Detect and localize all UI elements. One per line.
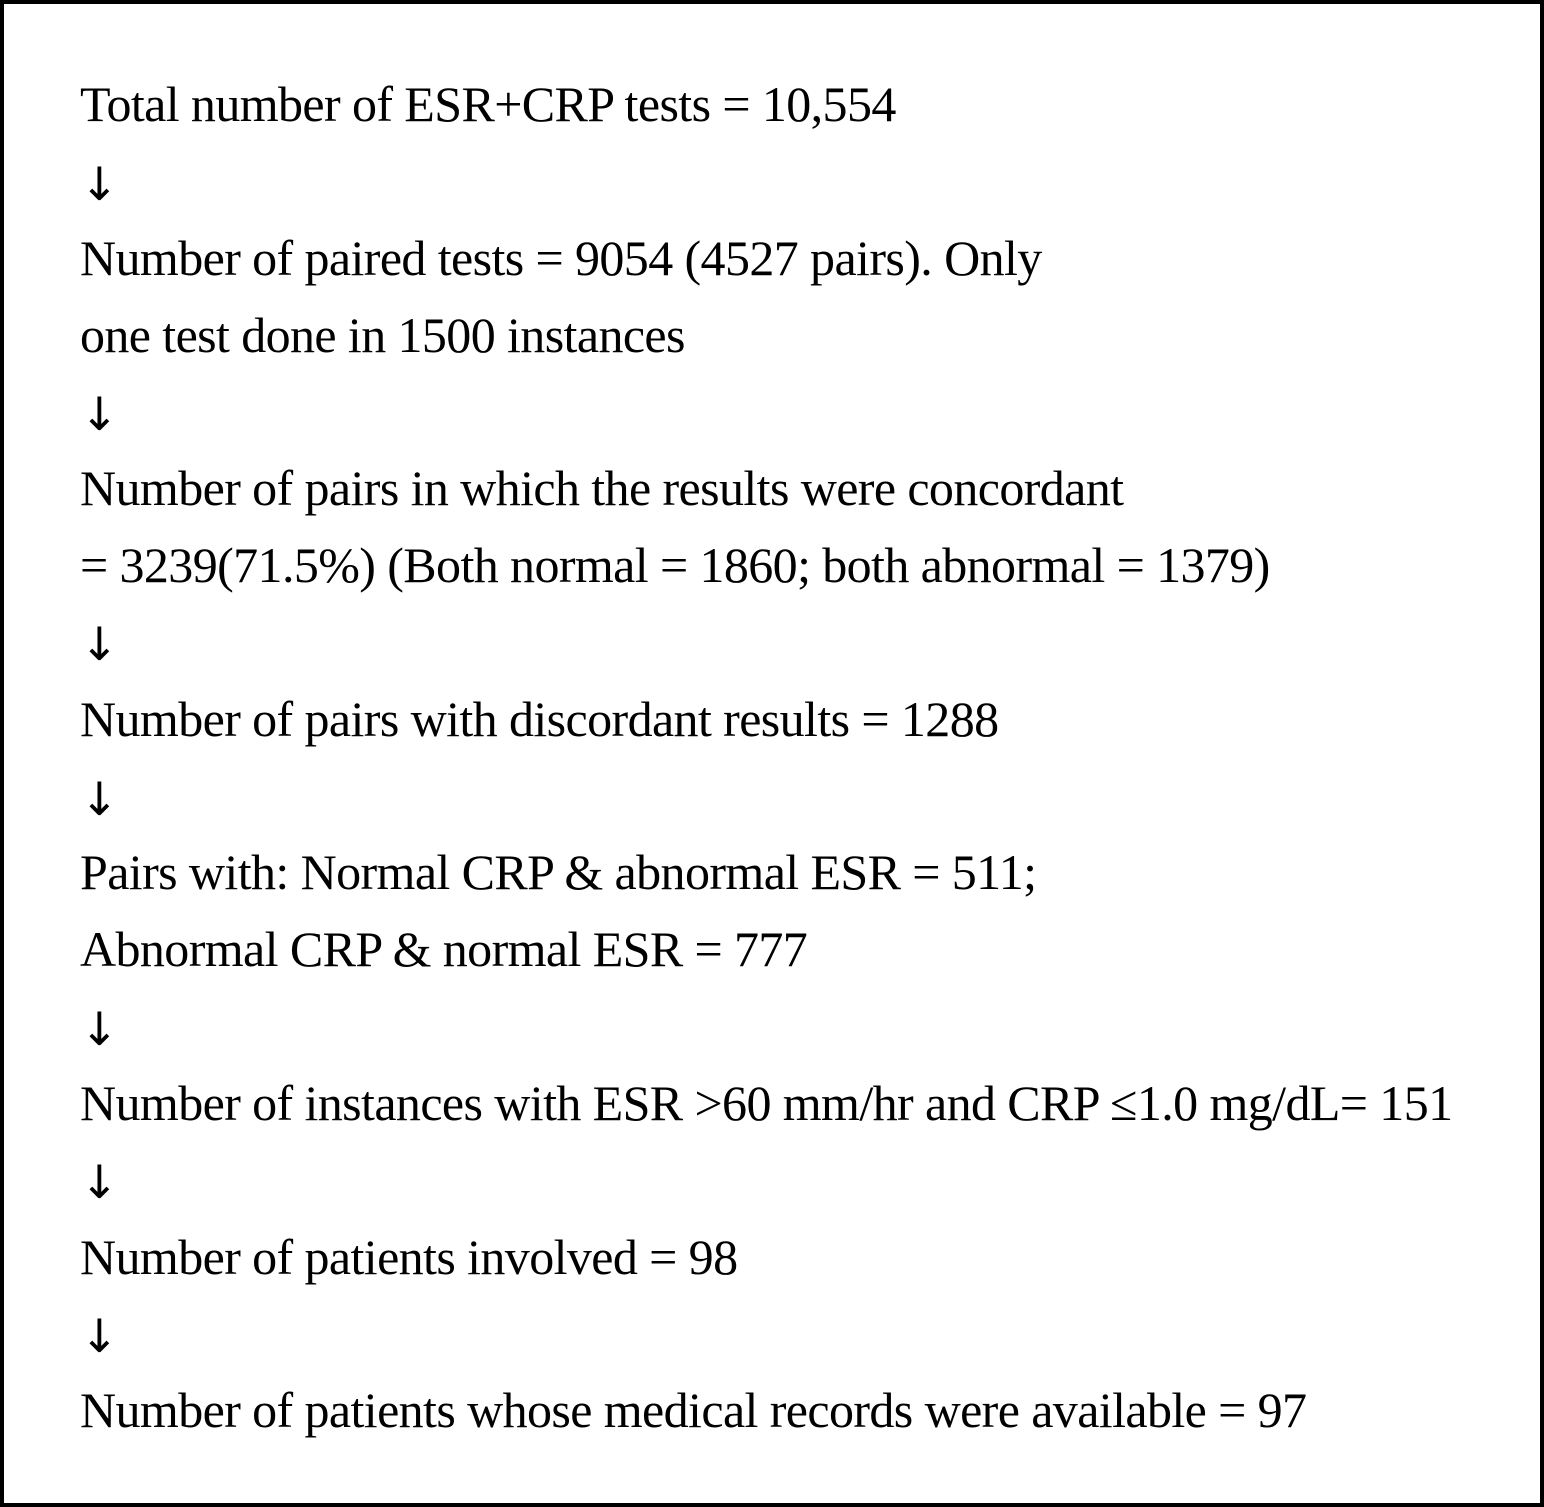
step-paired-tests-line-1: Number of paired tests = 9054 (4527 pairs). Only [80, 230, 1042, 286]
step-pairs-with-line-2: Abnormal CRP & normal ESR = 777 [80, 921, 808, 977]
step-concordant-line-2: = 3239(71.5%) (Both normal = 1860; both abnormal = 1379) [80, 537, 1270, 593]
down-arrow-icon: ↓ [80, 387, 119, 441]
down-arrow-icon: ↓ [80, 1309, 119, 1363]
step-paired-tests-line-2: one test done in 1500 instances [80, 307, 685, 363]
down-arrow-icon: ↓ [80, 617, 119, 671]
down-arrow-icon: ↓ [80, 1155, 119, 1209]
down-arrow-icon: ↓ [80, 157, 119, 211]
step-patients-involved: Number of patients involved = 98 [80, 1229, 738, 1285]
down-arrow-icon: ↓ [80, 772, 119, 826]
step-discordant: Number of pairs with discordant results = 1288 [80, 691, 999, 747]
step-records-available: Number of patients whose medical records were available = 97 [80, 1382, 1307, 1438]
down-arrow-icon: ↓ [80, 1002, 119, 1056]
step-pairs-with-line-1: Pairs with: Normal CRP & abnormal ESR = 511; [80, 844, 1037, 900]
step-total-tests: Total number of ESR+CRP tests = 10,554 [80, 76, 896, 132]
step-instances-esr-crp: Number of instances with ESR >60 mm/hr and CRP ≤1.0 mg/dL= 151 [80, 1075, 1453, 1131]
step-concordant-line-1: Number of pairs in which the results were concordant [80, 460, 1124, 516]
